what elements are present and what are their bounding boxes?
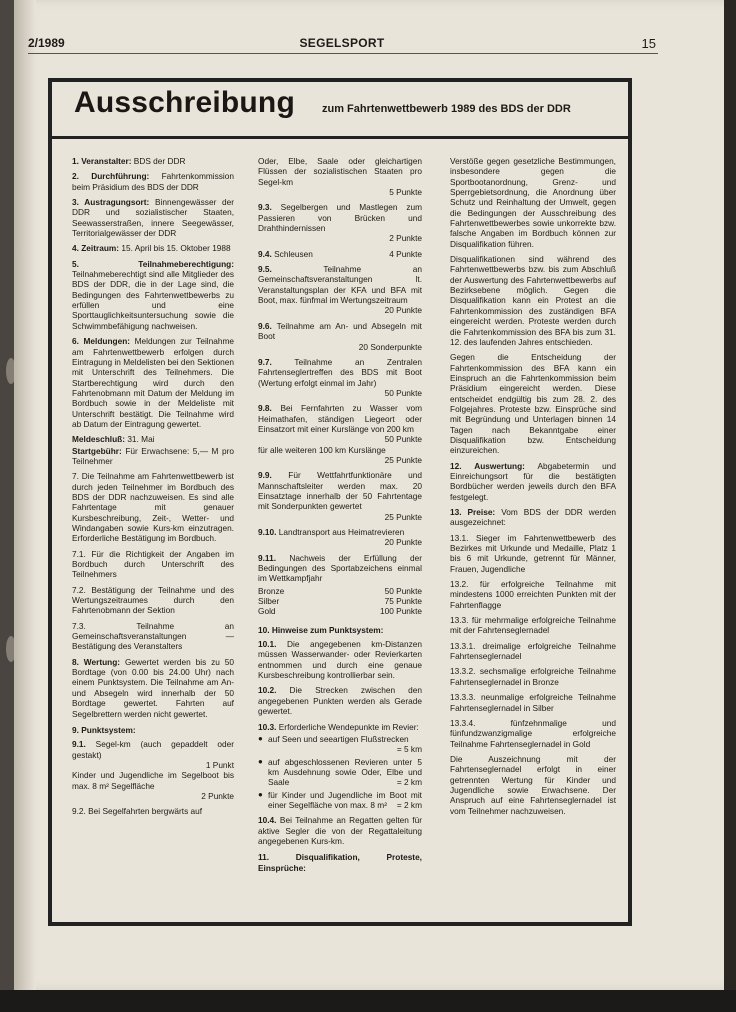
points-9-1: 1 Punkt <box>205 759 234 770</box>
bullet-item: ● auf Seen und seeartigen Flußstrecken = 5 km <box>258 733 422 755</box>
section-9-6: 9.6. Teilnahme am An- und Absegeln mit Boot <box>258 320 422 342</box>
points-9-10: 20 Punkte <box>384 537 422 548</box>
section-13-2: 13.2. für erfolgreiche Teilnahme mit mindestens 1000 erreichten Punkten mit der Fahrtenflagge <box>450 579 616 610</box>
section-13: 13. Preise: Vom BDS der DDR werden ausgezeichnet: <box>450 507 616 528</box>
section-13-3-3: 13.3.3. neunmalige erfolgreiche Teilnahme Fahrtenseglernadel in Silber <box>450 692 616 713</box>
section-9-2: 9.2. Bei Segelfahrten bergwärts auf <box>72 806 203 817</box>
article-title: Ausschreibung <box>74 86 295 119</box>
section-9-3: 9.3. Segelbergen und Mastlegen zum Passieren von Brücken und Drahthindernissen <box>258 202 422 234</box>
text-column-3 <box>450 156 616 821</box>
header-rule <box>28 53 658 54</box>
scan-left-edge <box>0 0 14 1012</box>
section-3: 3. Austragungsort: Binnengewässer der DDR und sozialistischer Staaten, Seewasserstraßen, innere Seegewässer, Territorialgewässer der DDR <box>72 197 235 239</box>
section-13-3-4: 13.3.4. fünfzehnmalige und fünfundzwanzigmalige erfolgreiche Teilnahme Fahrtenseglernadel in Gold <box>450 717 616 749</box>
section-13-3-2: 13.3.2. sechsmalige erfolgreiche Teilnahme Fahrtenseglernadel in Bronze <box>450 666 616 687</box>
section-11-para-1: Verstöße gegen gesetzliche Bestimmungen, insbesondere gegen die Sportbootanordnung, Grenz- und Sperrgebietsordnung, die Anordnung über Schutz und Reinhaltung der Umwelt, gegen die Bedingungen der Ausschreibung des Fahrtenwettbewerbes sowie unkorrekte bzw. falsche Angaben im Bordbuch können zur Disqualifikation führen. <box>450 156 616 249</box>
running-header <box>28 36 656 52</box>
section-10-3: 10.3. Erforderliche Wendepunkte im Revier: <box>258 721 419 732</box>
points-9-3: 2 Punkte <box>389 233 422 244</box>
issue-number: 2/1989 <box>28 36 65 50</box>
bullet-dot-icon: ● <box>258 789 263 799</box>
section-11-para-2: Disqualifikationen sind während des Fahrtenwettbewerbs bzw. bis zum Abschluß der Auswertung des Fahrtenwettbewerbs auf Bezirksebene möglich. Gegen die Disqualifikation kann ein Protest an die Fahrtenkommission des zuständigen BFA eingereicht werden. Proteste werden durch die Fahrtenkommission des BFA bis zum 31. 12. des laufenden Jahres entschieden. <box>450 254 616 347</box>
section-10-2: 10.2. Die Strecken zwischen den angegebenen Punkten werden als Gerade gewertet. <box>258 685 422 717</box>
section-9-heading: 9. Punktsystem: <box>72 724 136 735</box>
section-9-11: 9.11. Nachweis der Erfüllung der Bedingungen des Sportabzeichens einmal im Wettkampfjahr <box>258 552 422 584</box>
section-10-4: 10.4. Bei Teilnahme an Regatten gelten für aktive Segler die von der Regattaleitung angegebenen Kurs-km. <box>258 815 422 846</box>
section-4: 4. Zeitraum: 15. April bis 15. Oktober 1988 <box>72 243 231 254</box>
section-7-3: 7.3. Teilnahme an Gemeinschaftsveranstaltungen — Bestätigung des Veranstalters <box>72 620 234 652</box>
section-13-3-1: 13.3.1. dreimalige erfolgreiche Teilnahme Fahrtenseglernadel <box>450 640 616 662</box>
section-11-para-3: Gegen die Entscheidung der Fahrtenkommission des BFA kann ein Einspruch an die Fahrtenkommission beim Präsidium eingereicht werden. Diese entscheidet endgültig bis zum 28. 2. des Folgejahres. Proteste bzw. Einsprüche sind mit Begründung und Unterlagen binnen 14 Tagen nach Bekanntgabe einer Disqualifikation bzw. Entscheidung einzureichen. <box>450 352 616 456</box>
section-8: 8. Wertung: Gewertet werden bis zu 50 Bordtage (von 0.00 bis 24.00 Uhr) nach einem Punktsystem. Die Teilnahme am An- und Absegeln wird innerhalb der 50 Bordtage gewertet. Fahrten auf Segelbrettern werden nicht gewertet. <box>72 656 235 719</box>
article-subtitle: zum Fahrtenwettbewerb 1989 des BDS der DDR <box>322 103 571 115</box>
points-9-1-youth: 2 Punkte <box>201 790 234 801</box>
points-9-7: 50 Punkte <box>384 387 422 398</box>
medal-row-bronze: Bronze 50 Punkte <box>258 585 422 596</box>
points-9-8-extra: 25 Punkte <box>384 454 422 465</box>
section-9-8: 9.8. Bei Fernfahrten zu Wasser vom Heimathafen, ständigen Liegeort oder Einsatzort mit einer Kurslänge von 200 km <box>258 403 422 434</box>
text-column-2 <box>258 156 422 877</box>
section-13-closing: Die Auszeichnung mit der Fahrtenseglernadel erfolgt in einer getrennten Wertung für Kinder und Jugendliche sowie Erwachsene. Der Anspruch auf eine Fahrtenseglernadel ist vom Teilnehmer nachzuweisen. <box>450 753 616 816</box>
section-9-9: 9.9. Für Wettfahrtfunktionäre und Mannschaftsleiter werden max. 20 Einsatztage innerhalb der 50 Fahrtentage mit Sonderpunkten gewertet <box>258 470 422 512</box>
section-9-10: 9.10. Landtransport aus Heimatrevieren <box>258 527 405 537</box>
bullet-dot-icon: ● <box>258 733 263 743</box>
section-7-2: 7.2. Bestätigung der Teilnahme und des Wertungszeitraumes durch den Fahrtenobmann der Sektion <box>72 584 234 616</box>
bullet-item: ● für Kinder und Jugendliche im Boot mit einer Segelfläche von max. 8 m² = 2 km <box>258 789 422 810</box>
section-6-deadline: Meldeschluß: 31. Mai <box>72 434 155 445</box>
section-5: 5. Teilnahmeberechtigung: Teilnahmeberechtigt sind alle Mitglieder des BDS der DDR, die in der Lage sind, die Bedingungen des Fahrtenwettbewerbs zu erfüllen und eine Sporttauglichkeitsuntersuchung sowie die Schwimmbefähigung nachweisen. <box>72 258 234 331</box>
medal-row-silver: Silber 75 Punkte <box>258 596 422 607</box>
section-9-7: 9.7. Teilnahme an Zentralen Fahrtenseglertreffen des BDS mit Boot (Wertung erfolgt einmal im Jahr) <box>258 356 422 388</box>
points-9-8: 50 Punkte <box>384 434 422 445</box>
section-9-8-extra: für alle weiteren 100 km Kurslänge <box>258 444 386 455</box>
section-9-1: 9.1. Segel-km (auch gepaddelt oder gestakt) <box>72 739 234 760</box>
points-9-9: 25 Punkte <box>384 511 422 522</box>
bullet-dot-icon: ● <box>258 756 263 766</box>
section-13-3: 13.3. für mehrmalige erfolgreiche Teilnahme mit der Fahrtenseglernadel <box>450 615 616 636</box>
points-9-5: 20 Punkte <box>384 305 422 316</box>
section-2: 2. Durchführung: Fahrtenkommission beim Präsidium des BDS der DDR <box>72 171 234 192</box>
bullet-item: ● auf abgeschlossenen Revieren unter 5 km Ausdehnung sowie Oder, Elbe und Saale = 2 km <box>258 756 422 788</box>
section-10-1: 10.1. Die angegebenen km-Distanzen müssen Wasserwander- oder Revierkarten entnommen und durch eine genaue Kursbeschreibung kontrollierbar sein. <box>258 639 422 681</box>
section-7: 7. Die Teilnahme am Fahrtenwettbewerb ist durch jeden Teilnehmer im Bordbuch des BDS der DDR nachzuweisen. Es sind alle Fahrtentage mit genauer Kursbeschreibung, Zeit-, Wetter- und Windangaben sowie Kurs-km einzutragen. Erforderliche Bestätigung im Bordbuch. <box>72 471 234 544</box>
magazine-name: SEGELSPORT <box>299 36 385 50</box>
section-12: 12. Auswertung: Abgabetermin und Einreichungsort für die bestätigten Bordbücher werden jeweils durch den BFA festgelegt. <box>450 460 616 502</box>
section-9-4: 9.4. Schleusen 4 Punkte <box>258 248 422 259</box>
text-column-1 <box>72 156 234 822</box>
section-11-heading: 11. Disqualifikation, Proteste, Einsprüche: <box>258 852 422 873</box>
section-6-fee: Startgebühr: Für Erwachsene: 5,— M pro Teilnehmer <box>72 445 234 466</box>
medal-row-gold: Gold 100 Punkte <box>258 606 422 617</box>
section-13-1: 13.1. Sieger im Fahrtenwettbewerb des Bezirkes mit Urkunde und Medaille, Platz 1 bis 6 mit Urkunde, getrennt für Männer, Frauen, Jugendliche <box>450 532 616 574</box>
title-rule <box>52 136 628 139</box>
page-number: 15 <box>641 36 656 51</box>
section-9-1-youth: Kinder und Jugendliche im Segelboot bis max. 8 m² Segelfläche <box>72 770 234 791</box>
points-9-2: 5 Punkte <box>389 187 422 198</box>
section-7-1: 7.1. Für die Richtigkeit der Angaben im Bordbuch durch Unterschrift des Teilnehmers <box>72 548 234 580</box>
page-gutter <box>14 0 36 990</box>
scan-bottom-edge <box>0 990 736 1012</box>
article-title-row <box>62 84 622 130</box>
points-9-6: 20 Sonderpunkte <box>358 341 422 352</box>
section-6: 6. Meldungen: Meldungen zur Teilnahme am Fahrtenwettbewerb erfolgen durch Eintragung in Meldelisten bei den Sektionen mit Unterschrift des Teilnehmers. Die Startberechtigung wird durch den Fahrtenobmann mit Datum der Meldung im Bordbuch sowie in der Meldeliste mit Unterschrift bestätigt. Die Teilnahme wird ab Datum der Eintragung gewertet. <box>72 336 234 429</box>
section-9-5: 9.5. Teilnahme an Gemeinschaftsveranstaltungen lt. Veranstaltungsplan der KFA und BFA mit Boot, max. fünfmal im Wertungszeitraum <box>258 264 422 306</box>
section-10-heading: 10. Hinweise zum Punktsystem: <box>258 624 384 635</box>
section-1: 1. Veranstalter: BDS der DDR <box>72 156 186 166</box>
section-9-2-cont: Oder, Elbe, Saale oder gleichartigen Flüssen der sozialistischen Staaten pro Segel-km <box>258 156 422 187</box>
